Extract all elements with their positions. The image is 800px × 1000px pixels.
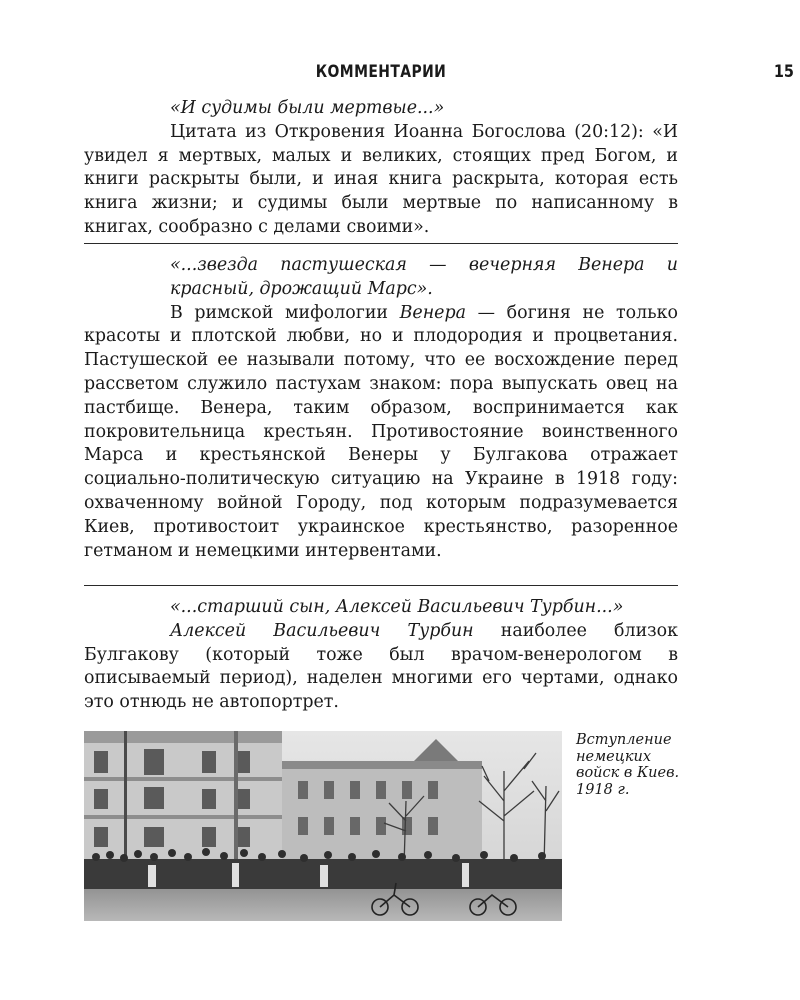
historical-photo — [84, 731, 562, 921]
photo-illustration — [84, 731, 562, 921]
comment-2 — [84, 254, 678, 563]
comment-body — [84, 620, 678, 715]
running-header — [84, 62, 794, 90]
comment-3 — [84, 596, 678, 715]
comment-body — [84, 302, 678, 564]
body-text: наиболее близок Булгакову (который тоже был врачом-венерологом в описываемый период), наделен многими его чертами, однако это отнюдь не автопортрет. — [84, 620, 678, 713]
comment-lemma: «И судимы были мертвые...» — [170, 98, 445, 118]
comment-1 — [84, 97, 678, 240]
body-text: — богиня не только красоты и плотской любви, но и плодородия и процветания. Пастушеской ее называли потому, что ее восхождение перед рассветом служило пастухам знаком: пора выпускать овец на пастбище. Венера, таким образом, воспринимается как покровительница крестьян. Противостояние воинственного Марса и крестьянской Венеры у Булгакова отражает социально-политическую ситуацию на Украине в 1918 году: охваченному войной Городу, под которым подразумевается Киев, противостоит украинское крестьянство, разоренное гетманом и немецкими интервентами. — [84, 302, 678, 561]
section-divider — [84, 585, 678, 586]
page-number: 15 — [773, 62, 794, 82]
emphasized-term: Венера — [399, 302, 466, 323]
comment-lemma: «...старший сын, Алексей Васильевич Турбин...» — [170, 597, 624, 617]
comment-body: Цитата из Откровения Иоанна Богослова (20:12): «И увидел я мертвых, малых и великих, стоящих пред Богом, и книги раскрыты были, и иная книга раскрыта, которая есть книга жизни; и судимы были мертвые по написанному в книгах, сообразно с делами своими». — [84, 121, 678, 237]
photo-caption: Вступление немецких войск в Киев. 1918 г. — [576, 732, 680, 798]
comment-lemma: «...звезда пастушеская — вечерняя Венера и красный, дрожащий Марс». — [170, 255, 678, 299]
body-text: В римской мифологии — [170, 302, 400, 323]
emphasized-term: Алексей Васильевич Турбин — [170, 620, 474, 641]
section-title: КОММЕНТАРИИ — [315, 62, 447, 82]
section-divider — [84, 243, 678, 244]
